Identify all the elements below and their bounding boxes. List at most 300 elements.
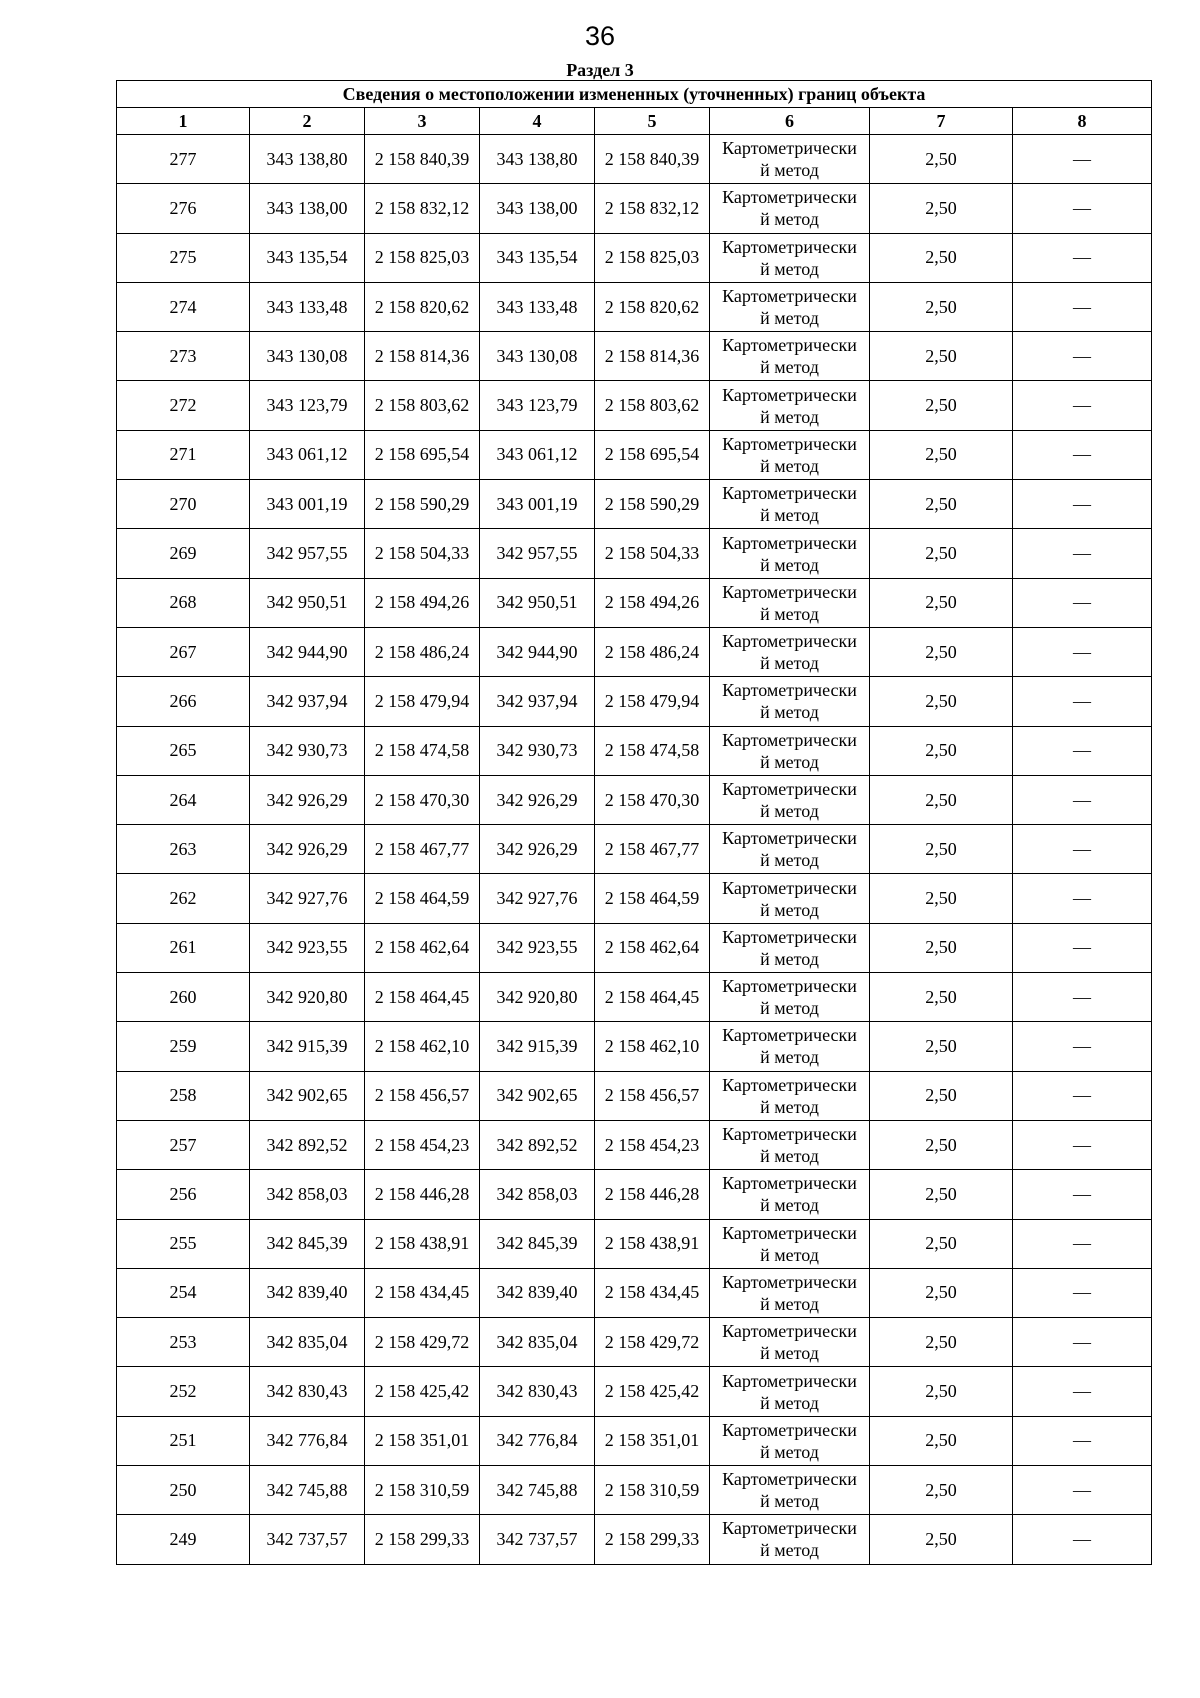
- note-cell: —: [1013, 1120, 1152, 1169]
- existing-y-cell: 2 158 446,28: [365, 1170, 480, 1219]
- point-number-cell: 260: [117, 973, 250, 1022]
- accuracy-cell: 2,50: [870, 332, 1013, 381]
- method-text-line: Картометрически: [722, 1271, 857, 1292]
- existing-x-cell: 342 950,51: [250, 578, 365, 627]
- refined-x-cell: 342 920,80: [480, 973, 595, 1022]
- method-text-line: Картометрически: [722, 1124, 857, 1145]
- accuracy-cell: 2,50: [870, 430, 1013, 479]
- note-cell: —: [1013, 1022, 1152, 1071]
- point-number-cell: 261: [117, 923, 250, 972]
- accuracy-cell: 2,50: [870, 1268, 1013, 1317]
- note-cell: —: [1013, 430, 1152, 479]
- table-row: [117, 332, 1152, 381]
- refined-x-cell: 342 839,40: [480, 1268, 595, 1317]
- note-cell: —: [1013, 1367, 1152, 1416]
- existing-x-cell: 342 835,04: [250, 1318, 365, 1367]
- accuracy-cell: 2,50: [870, 1120, 1013, 1169]
- refined-x-cell: 343 061,12: [480, 430, 595, 479]
- existing-y-cell: 2 158 462,64: [365, 923, 480, 972]
- refined-y-cell: 2 158 695,54: [595, 430, 710, 479]
- refined-x-cell: 343 123,79: [480, 381, 595, 430]
- method-text-line: й метод: [760, 899, 819, 920]
- table-row: [117, 775, 1152, 824]
- method-text-line: й метод: [760, 1244, 819, 1265]
- method-text-line: Картометрически: [722, 1025, 857, 1046]
- existing-y-cell: 2 158 504,33: [365, 529, 480, 578]
- point-number-cell: 276: [117, 184, 250, 233]
- existing-x-cell: 343 138,00: [250, 184, 365, 233]
- note-cell: —: [1013, 1515, 1152, 1564]
- method-text-line: й метод: [760, 1293, 819, 1314]
- point-number-cell: 259: [117, 1022, 250, 1071]
- method-text-line: Картометрически: [722, 631, 857, 652]
- existing-x-cell: 342 858,03: [250, 1170, 365, 1219]
- method-text-line: й метод: [760, 160, 819, 181]
- method-text-line: й метод: [760, 258, 819, 279]
- refined-y-cell: 2 158 464,45: [595, 973, 710, 1022]
- refined-y-cell: 2 158 494,26: [595, 578, 710, 627]
- table-row: [117, 1515, 1152, 1564]
- existing-x-cell: 342 839,40: [250, 1268, 365, 1317]
- table-row: [117, 825, 1152, 874]
- note-cell: —: [1013, 529, 1152, 578]
- accuracy-cell: 2,50: [870, 627, 1013, 676]
- method-cell: [710, 430, 870, 479]
- method-text-line: Картометрически: [722, 286, 857, 307]
- existing-x-cell: 342 892,52: [250, 1120, 365, 1169]
- refined-x-cell: 343 138,00: [480, 184, 595, 233]
- refined-y-cell: 2 158 840,39: [595, 135, 710, 184]
- refined-y-cell: 2 158 825,03: [595, 233, 710, 282]
- method-text-line: Картометрически: [722, 384, 857, 405]
- method-text-line: й метод: [760, 1441, 819, 1462]
- accuracy-cell: 2,50: [870, 480, 1013, 529]
- refined-x-cell: 342 845,39: [480, 1219, 595, 1268]
- method-text-line: й метод: [760, 948, 819, 969]
- refined-x-cell: 342 858,03: [480, 1170, 595, 1219]
- method-text-line: й метод: [760, 357, 819, 378]
- existing-x-cell: 342 920,80: [250, 973, 365, 1022]
- refined-y-cell: 2 158 479,94: [595, 677, 710, 726]
- table-row: [117, 1367, 1152, 1416]
- method-cell: [710, 1120, 870, 1169]
- method-cell: [710, 282, 870, 331]
- method-text-line: й метод: [760, 1491, 819, 1512]
- point-number-cell: 253: [117, 1318, 250, 1367]
- note-cell: —: [1013, 1466, 1152, 1515]
- method-text-line: й метод: [760, 998, 819, 1019]
- refined-x-cell: 342 944,90: [480, 627, 595, 676]
- column-header: 2: [250, 108, 365, 135]
- table-row: [117, 1170, 1152, 1219]
- note-cell: —: [1013, 233, 1152, 282]
- table-caption-row: [117, 81, 1152, 108]
- method-cell: [710, 874, 870, 923]
- table-row: [117, 1268, 1152, 1317]
- method-text-line: Картометрически: [722, 828, 857, 849]
- refined-y-cell: 2 158 434,45: [595, 1268, 710, 1317]
- refined-y-cell: 2 158 462,10: [595, 1022, 710, 1071]
- method-text-line: й метод: [760, 209, 819, 230]
- method-text-line: Картометрически: [722, 236, 857, 257]
- point-number-cell: 269: [117, 529, 250, 578]
- refined-y-cell: 2 158 814,36: [595, 332, 710, 381]
- accuracy-cell: 2,50: [870, 1466, 1013, 1515]
- column-number-row: [117, 108, 1152, 135]
- point-number-cell: 262: [117, 874, 250, 923]
- note-cell: —: [1013, 775, 1152, 824]
- refined-x-cell: 342 926,29: [480, 775, 595, 824]
- refined-x-cell: 342 926,29: [480, 825, 595, 874]
- table-row: [117, 282, 1152, 331]
- existing-y-cell: 2 158 464,45: [365, 973, 480, 1022]
- column-header: 6: [710, 108, 870, 135]
- table-row: [117, 578, 1152, 627]
- refined-y-cell: 2 158 832,12: [595, 184, 710, 233]
- point-number-cell: 263: [117, 825, 250, 874]
- existing-y-cell: 2 158 820,62: [365, 282, 480, 331]
- refined-x-cell: 343 001,19: [480, 480, 595, 529]
- table-row: [117, 973, 1152, 1022]
- column-header: 4: [480, 108, 595, 135]
- note-cell: —: [1013, 1071, 1152, 1120]
- existing-y-cell: 2 158 470,30: [365, 775, 480, 824]
- table-row: [117, 1120, 1152, 1169]
- refined-x-cell: 342 745,88: [480, 1466, 595, 1515]
- refined-x-cell: 342 915,39: [480, 1022, 595, 1071]
- existing-x-cell: 342 926,29: [250, 775, 365, 824]
- refined-x-cell: 342 776,84: [480, 1416, 595, 1465]
- existing-x-cell: 342 944,90: [250, 627, 365, 676]
- method-text-line: Картометрически: [722, 1321, 857, 1342]
- method-cell: [710, 1071, 870, 1120]
- note-cell: —: [1013, 677, 1152, 726]
- point-number-cell: 249: [117, 1515, 250, 1564]
- existing-y-cell: 2 158 479,94: [365, 677, 480, 726]
- refined-x-cell: 342 927,76: [480, 874, 595, 923]
- point-number-cell: 272: [117, 381, 250, 430]
- method-cell: [710, 677, 870, 726]
- note-cell: —: [1013, 1219, 1152, 1268]
- column-header: 8: [1013, 108, 1152, 135]
- method-text-line: й метод: [760, 406, 819, 427]
- accuracy-cell: 2,50: [870, 874, 1013, 923]
- table-row: [117, 1219, 1152, 1268]
- existing-x-cell: 343 130,08: [250, 332, 365, 381]
- existing-y-cell: 2 158 695,54: [365, 430, 480, 479]
- point-number-cell: 274: [117, 282, 250, 331]
- note-cell: —: [1013, 332, 1152, 381]
- method-cell: [710, 973, 870, 1022]
- refined-y-cell: 2 158 803,62: [595, 381, 710, 430]
- method-text-line: Картометрически: [722, 138, 857, 159]
- table-row: [117, 529, 1152, 578]
- existing-y-cell: 2 158 474,58: [365, 726, 480, 775]
- existing-y-cell: 2 158 454,23: [365, 1120, 480, 1169]
- table-row: [117, 726, 1152, 775]
- refined-x-cell: 342 923,55: [480, 923, 595, 972]
- method-cell: [710, 332, 870, 381]
- method-cell: [710, 1170, 870, 1219]
- accuracy-cell: 2,50: [870, 529, 1013, 578]
- point-number-cell: 264: [117, 775, 250, 824]
- note-cell: —: [1013, 578, 1152, 627]
- accuracy-cell: 2,50: [870, 825, 1013, 874]
- method-cell: [710, 480, 870, 529]
- table-row: [117, 135, 1152, 184]
- refined-y-cell: 2 158 351,01: [595, 1416, 710, 1465]
- existing-x-cell: 342 930,73: [250, 726, 365, 775]
- existing-y-cell: 2 158 351,01: [365, 1416, 480, 1465]
- accuracy-cell: 2,50: [870, 135, 1013, 184]
- existing-y-cell: 2 158 486,24: [365, 627, 480, 676]
- refined-y-cell: 2 158 456,57: [595, 1071, 710, 1120]
- method-cell: [710, 775, 870, 824]
- method-text-line: Картометрически: [722, 483, 857, 504]
- accuracy-cell: 2,50: [870, 1071, 1013, 1120]
- table-row: [117, 923, 1152, 972]
- method-cell: [710, 627, 870, 676]
- existing-y-cell: 2 158 310,59: [365, 1466, 480, 1515]
- existing-x-cell: 342 957,55: [250, 529, 365, 578]
- method-text-line: Картометрически: [722, 976, 857, 997]
- boundary-coordinates-table: [116, 80, 1152, 1565]
- method-text-line: Картометрически: [722, 581, 857, 602]
- refined-y-cell: 2 158 429,72: [595, 1318, 710, 1367]
- existing-y-cell: 2 158 814,36: [365, 332, 480, 381]
- refined-x-cell: 342 737,57: [480, 1515, 595, 1564]
- existing-x-cell: 342 845,39: [250, 1219, 365, 1268]
- method-cell: [710, 1367, 870, 1416]
- section-title: Раздел 3: [566, 60, 634, 80]
- table-row: [117, 381, 1152, 430]
- existing-y-cell: 2 158 494,26: [365, 578, 480, 627]
- refined-y-cell: 2 158 454,23: [595, 1120, 710, 1169]
- accuracy-cell: 2,50: [870, 726, 1013, 775]
- accuracy-cell: 2,50: [870, 578, 1013, 627]
- refined-x-cell: 343 138,80: [480, 135, 595, 184]
- accuracy-cell: 2,50: [870, 233, 1013, 282]
- existing-x-cell: 343 061,12: [250, 430, 365, 479]
- point-number-cell: 258: [117, 1071, 250, 1120]
- method-text-line: Картометрически: [722, 1173, 857, 1194]
- refined-x-cell: 342 950,51: [480, 578, 595, 627]
- column-header: 1: [117, 108, 250, 135]
- existing-x-cell: 343 001,19: [250, 480, 365, 529]
- method-text-line: Картометрически: [722, 1419, 857, 1440]
- accuracy-cell: 2,50: [870, 1219, 1013, 1268]
- method-text-line: й метод: [760, 1540, 819, 1561]
- method-text-line: й метод: [760, 850, 819, 871]
- method-text-line: Картометрически: [722, 335, 857, 356]
- point-number-cell: 270: [117, 480, 250, 529]
- refined-y-cell: 2 158 474,58: [595, 726, 710, 775]
- method-text-line: Картометрически: [722, 532, 857, 553]
- point-number-cell: 265: [117, 726, 250, 775]
- accuracy-cell: 2,50: [870, 1416, 1013, 1465]
- note-cell: —: [1013, 1170, 1152, 1219]
- table-row: [117, 480, 1152, 529]
- existing-y-cell: 2 158 840,39: [365, 135, 480, 184]
- refined-y-cell: 2 158 438,91: [595, 1219, 710, 1268]
- method-cell: [710, 135, 870, 184]
- existing-x-cell: 342 927,76: [250, 874, 365, 923]
- refined-x-cell: 342 937,94: [480, 677, 595, 726]
- existing-y-cell: 2 158 434,45: [365, 1268, 480, 1317]
- method-text-line: Картометрически: [722, 187, 857, 208]
- refined-y-cell: 2 158 299,33: [595, 1515, 710, 1564]
- point-number-cell: 251: [117, 1416, 250, 1465]
- table-row: [117, 430, 1152, 479]
- point-number-cell: 277: [117, 135, 250, 184]
- existing-y-cell: 2 158 590,29: [365, 480, 480, 529]
- point-number-cell: 255: [117, 1219, 250, 1268]
- note-cell: —: [1013, 1268, 1152, 1317]
- method-cell: [710, 1022, 870, 1071]
- point-number-cell: 267: [117, 627, 250, 676]
- existing-y-cell: 2 158 438,91: [365, 1219, 480, 1268]
- note-cell: —: [1013, 874, 1152, 923]
- accuracy-cell: 2,50: [870, 1367, 1013, 1416]
- method-text-line: Картометрически: [722, 1518, 857, 1539]
- refined-x-cell: 342 930,73: [480, 726, 595, 775]
- note-cell: —: [1013, 184, 1152, 233]
- existing-x-cell: 342 737,57: [250, 1515, 365, 1564]
- refined-x-cell: 343 130,08: [480, 332, 595, 381]
- existing-x-cell: 343 138,80: [250, 135, 365, 184]
- point-number-cell: 257: [117, 1120, 250, 1169]
- method-text-line: й метод: [760, 1343, 819, 1364]
- existing-x-cell: 342 923,55: [250, 923, 365, 972]
- existing-x-cell: 343 123,79: [250, 381, 365, 430]
- refined-x-cell: 342 830,43: [480, 1367, 595, 1416]
- accuracy-cell: 2,50: [870, 923, 1013, 972]
- existing-y-cell: 2 158 462,10: [365, 1022, 480, 1071]
- method-text-line: й метод: [760, 1146, 819, 1167]
- refined-y-cell: 2 158 470,30: [595, 775, 710, 824]
- method-cell: [710, 726, 870, 775]
- table-row: [117, 184, 1152, 233]
- existing-y-cell: 2 158 464,59: [365, 874, 480, 923]
- refined-y-cell: 2 158 467,77: [595, 825, 710, 874]
- note-cell: —: [1013, 973, 1152, 1022]
- page-number: 36: [584, 21, 616, 51]
- existing-y-cell: 2 158 456,57: [365, 1071, 480, 1120]
- method-text-line: Картометрически: [722, 877, 857, 898]
- table-row: [117, 1022, 1152, 1071]
- existing-y-cell: 2 158 299,33: [365, 1515, 480, 1564]
- refined-x-cell: 343 135,54: [480, 233, 595, 282]
- refined-x-cell: 342 835,04: [480, 1318, 595, 1367]
- method-text-line: й метод: [760, 751, 819, 772]
- point-number-cell: 268: [117, 578, 250, 627]
- method-cell: [710, 1466, 870, 1515]
- table-row: [117, 1318, 1152, 1367]
- method-cell: [710, 578, 870, 627]
- existing-x-cell: 342 902,65: [250, 1071, 365, 1120]
- accuracy-cell: 2,50: [870, 973, 1013, 1022]
- note-cell: —: [1013, 726, 1152, 775]
- note-cell: —: [1013, 1318, 1152, 1367]
- point-number-cell: 250: [117, 1466, 250, 1515]
- accuracy-cell: 2,50: [870, 1170, 1013, 1219]
- method-text-line: й метод: [760, 653, 819, 674]
- method-text-line: й метод: [760, 702, 819, 723]
- method-text-line: й метод: [760, 801, 819, 821]
- note-cell: —: [1013, 825, 1152, 874]
- existing-y-cell: 2 158 467,77: [365, 825, 480, 874]
- point-number-cell: 273: [117, 332, 250, 381]
- refined-y-cell: 2 158 590,29: [595, 480, 710, 529]
- method-text-line: й метод: [760, 1392, 819, 1413]
- note-cell: —: [1013, 627, 1152, 676]
- accuracy-cell: 2,50: [870, 1022, 1013, 1071]
- existing-x-cell: 342 926,29: [250, 825, 365, 874]
- table-row: [117, 1071, 1152, 1120]
- table-row: [117, 677, 1152, 726]
- accuracy-cell: 2,50: [870, 775, 1013, 824]
- existing-y-cell: 2 158 429,72: [365, 1318, 480, 1367]
- table-row: [117, 627, 1152, 676]
- method-text-line: й метод: [760, 505, 819, 526]
- method-text-line: Картометрически: [722, 926, 857, 947]
- accuracy-cell: 2,50: [870, 381, 1013, 430]
- existing-y-cell: 2 158 832,12: [365, 184, 480, 233]
- method-text-line: Картометрически: [722, 680, 857, 701]
- method-cell: [710, 1268, 870, 1317]
- note-cell: —: [1013, 381, 1152, 430]
- existing-y-cell: 2 158 425,42: [365, 1367, 480, 1416]
- point-number-cell: 252: [117, 1367, 250, 1416]
- accuracy-cell: 2,50: [870, 184, 1013, 233]
- point-number-cell: 266: [117, 677, 250, 726]
- refined-y-cell: 2 158 310,59: [595, 1466, 710, 1515]
- method-text-line: Картометрически: [722, 1469, 857, 1490]
- note-cell: —: [1013, 135, 1152, 184]
- table-row: [117, 874, 1152, 923]
- method-text-line: й метод: [760, 554, 819, 575]
- accuracy-cell: 2,50: [870, 1318, 1013, 1367]
- existing-y-cell: 2 158 825,03: [365, 233, 480, 282]
- refined-x-cell: 342 892,52: [480, 1120, 595, 1169]
- method-text-line: Картометрически: [722, 779, 857, 799]
- method-cell: [710, 381, 870, 430]
- column-header: 3: [365, 108, 480, 135]
- refined-y-cell: 2 158 820,62: [595, 282, 710, 331]
- column-header: 5: [595, 108, 710, 135]
- existing-x-cell: 342 745,88: [250, 1466, 365, 1515]
- refined-y-cell: 2 158 425,42: [595, 1367, 710, 1416]
- method-text-line: Картометрически: [722, 729, 857, 750]
- refined-y-cell: 2 158 486,24: [595, 627, 710, 676]
- method-cell: [710, 184, 870, 233]
- existing-x-cell: 342 937,94: [250, 677, 365, 726]
- method-text-line: й метод: [760, 308, 819, 329]
- refined-y-cell: 2 158 464,59: [595, 874, 710, 923]
- method-text-line: й метод: [760, 1096, 819, 1117]
- point-number-cell: 275: [117, 233, 250, 282]
- existing-x-cell: 343 133,48: [250, 282, 365, 331]
- method-text-line: Картометрически: [722, 1370, 857, 1391]
- method-cell: [710, 1318, 870, 1367]
- accuracy-cell: 2,50: [870, 677, 1013, 726]
- method-cell: [710, 923, 870, 972]
- method-cell: [710, 529, 870, 578]
- existing-x-cell: 342 776,84: [250, 1416, 365, 1465]
- refined-y-cell: 2 158 446,28: [595, 1170, 710, 1219]
- method-text-line: й метод: [760, 455, 819, 476]
- method-cell: [710, 1219, 870, 1268]
